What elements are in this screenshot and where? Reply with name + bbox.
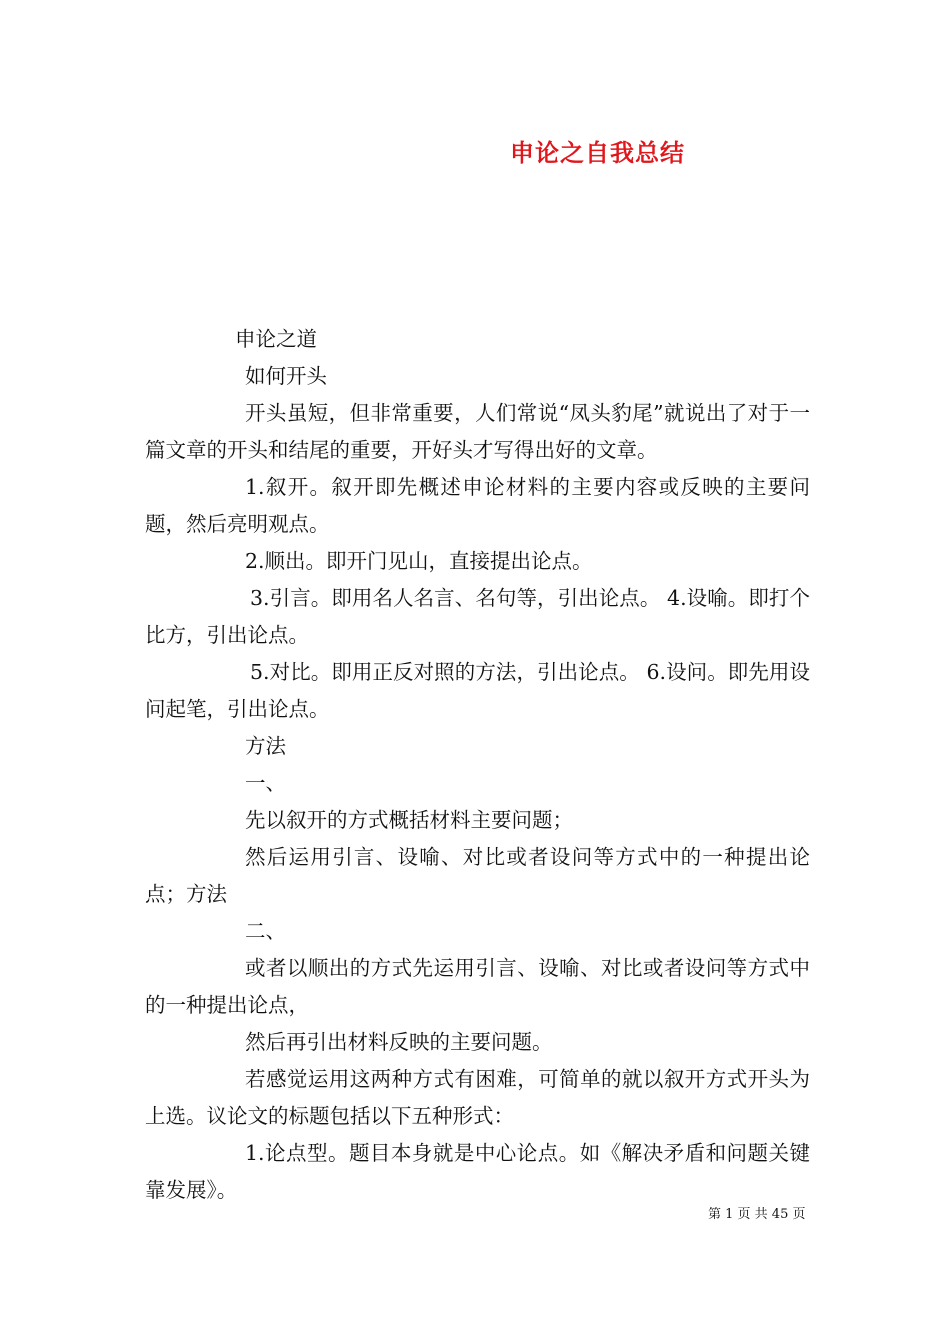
paragraph-numeral: 二、 — [245, 919, 286, 943]
document-body — [145, 321, 810, 1209]
paragraph-list-item: 3.引言。即用名人名言、名句等，引出论点。 4.设喻。即打个比方，引出论点。 — [145, 586, 810, 647]
paragraph: 开头虽短，但非常重要，人们常说“凤头豹尾”就说出了对于一篇文章的开头和结尾的重要，开好头才写得出好的文章。 — [145, 401, 810, 462]
paragraph-list-item: 1.论点型。题目本身就是中心论点。如《解决矛盾和问题关键靠发展》。 — [145, 1141, 810, 1202]
paragraph: 或者以顺出的方式先运用引言、设喻、对比或者设问等方式中的一种提出论点， — [145, 956, 810, 1017]
paragraph-list-item: 2.顺出。即开门见山，直接提出论点。 — [245, 549, 593, 573]
document-title: 申论之自我总结 — [510, 138, 685, 167]
paragraph-list-item: 1.叙开。叙开即先概述申论材料的主要内容或反映的主要问题，然后亮明观点。 — [145, 475, 810, 536]
paragraph: 先以叙开的方式概括材料主要问题； — [245, 808, 573, 832]
paragraph-subheading: 方法 — [245, 734, 286, 758]
paragraph: 然后再引出材料反映的主要问题。 — [245, 1030, 553, 1054]
paragraph-heading: 申论之道 — [235, 327, 317, 351]
paragraph-list-item: 5.对比。即用正反对照的方法，引出论点。 6.设问。即先用设问起笔，引出论点。 — [145, 660, 810, 721]
paragraph-numeral: 一、 — [245, 771, 286, 795]
paragraph: 然后运用引言、设喻、对比或者设问等方式中的一种提出论点；方法 — [145, 845, 810, 906]
paragraph-subheading: 如何开头 — [245, 364, 327, 388]
paragraph: 若感觉运用这两种方式有困难，可简单的就以叙开方式开头为上选。议论文的标题包括以下五种形式： — [145, 1067, 810, 1128]
page-number: 第 1 页 共 45 页 — [708, 1207, 806, 1222]
